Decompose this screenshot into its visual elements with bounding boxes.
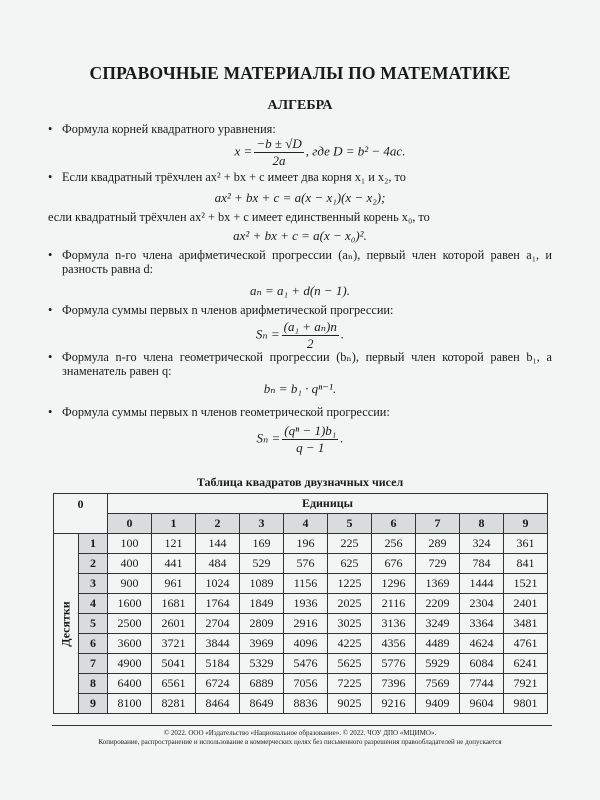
table-cell: 2209 xyxy=(416,594,460,614)
table-cell: 1521 xyxy=(504,574,548,594)
table-row xyxy=(54,654,548,674)
bullet-icon: • xyxy=(48,248,53,262)
table-cell: 8649 xyxy=(240,694,284,714)
table-cell: 324 xyxy=(460,534,504,554)
tens-digit-header: 3 xyxy=(79,574,108,594)
units-digit-header: 6 xyxy=(372,514,416,534)
table-cell: 1296 xyxy=(372,574,416,594)
units-digit-header: 4 xyxy=(284,514,328,534)
table-cell: 900 xyxy=(108,574,152,594)
bullet-item xyxy=(48,303,552,317)
table-row xyxy=(54,594,548,614)
table-cell: 1024 xyxy=(196,574,240,594)
item-text: Формула n-го члена геометрической прогрессии (bₙ), первый член которой равен b₁, а знаменатель равен q: xyxy=(62,350,552,378)
table-cell: 4900 xyxy=(108,654,152,674)
table-cell: 289 xyxy=(416,534,460,554)
table-row xyxy=(54,534,548,554)
table-cell: 3969 xyxy=(240,634,284,654)
table-cell: 100 xyxy=(108,534,152,554)
table-cell: 9216 xyxy=(372,694,416,714)
table-cell: 4096 xyxy=(284,634,328,654)
units-header: Единицы xyxy=(108,494,548,514)
tens-digit-header: 2 xyxy=(79,554,108,574)
bullet-item xyxy=(48,350,552,378)
table-cell: 676 xyxy=(372,554,416,574)
formula-lhs: Sₙ = xyxy=(255,326,280,342)
formula-numerator: (qⁿ − 1)b₁ xyxy=(284,423,337,438)
table-cell: 4356 xyxy=(372,634,416,654)
table-cell: 2304 xyxy=(460,594,504,614)
table-cell: 1369 xyxy=(416,574,460,594)
tens-label-cell xyxy=(54,534,79,714)
table-cell: 441 xyxy=(152,554,196,574)
tens-digit-header: 6 xyxy=(79,634,108,654)
table-cell: 9409 xyxy=(416,694,460,714)
item-text: Формула суммы первых n членов арифметической прогрессии: xyxy=(62,303,394,317)
table-caption: Таблица квадратов двузначных чисел xyxy=(196,475,404,489)
formula-numerator: (a₁ + aₙ)n xyxy=(283,319,337,334)
formula-factorization-two-roots: ax² + bx + c = a(x − x₁)(x − x₂); xyxy=(214,190,386,205)
formula-rhs: . xyxy=(340,326,345,342)
table-cell: 4761 xyxy=(504,634,548,654)
table-cell: 5184 xyxy=(196,654,240,674)
formula-denominator: q − 1 xyxy=(296,440,325,455)
table-cell: 1849 xyxy=(240,594,284,614)
formula-quadratic-roots xyxy=(0,136,600,169)
table-cell: 225 xyxy=(328,534,372,554)
table-cell: 5476 xyxy=(284,654,328,674)
footer-copyright: © 2022. ООО «Издательство «Национальное образование». © 2022. ЧОУ ДПО «МЦИМО». xyxy=(163,729,437,737)
bullet-item xyxy=(48,248,552,276)
units-digit-header: 7 xyxy=(416,514,460,534)
table-cell: 529 xyxy=(240,554,284,574)
table-cell: 1089 xyxy=(240,574,284,594)
bullet-icon: • xyxy=(48,350,53,364)
table-cell: 169 xyxy=(240,534,284,554)
table-cell: 2916 xyxy=(284,614,328,634)
table-cell: 4489 xyxy=(416,634,460,654)
section-heading: АЛГЕБРА xyxy=(267,98,333,113)
table-cell: 3481 xyxy=(504,614,548,634)
table-cell: 3721 xyxy=(152,634,196,654)
units-digit-header: 0 xyxy=(108,514,152,534)
footer-divider xyxy=(52,725,552,726)
table-cell: 484 xyxy=(196,554,240,574)
table-cell: 6724 xyxy=(196,674,240,694)
table-cell: 7225 xyxy=(328,674,372,694)
formula-denominator: 2a xyxy=(272,153,286,168)
tens-label: Десятки xyxy=(58,600,73,647)
table-cell: 121 xyxy=(152,534,196,554)
units-digit-header: 2 xyxy=(196,514,240,534)
tens-digit-header: 7 xyxy=(79,654,108,674)
table-cell: 8836 xyxy=(284,694,328,714)
table-cell: 3600 xyxy=(108,634,152,654)
table-cell: 2809 xyxy=(240,614,284,634)
formula-denominator: 2 xyxy=(307,336,314,351)
table-cell: 1764 xyxy=(196,594,240,614)
table-cell: 5625 xyxy=(328,654,372,674)
table-corner: 0 xyxy=(54,494,108,534)
table-cell: 256 xyxy=(372,534,416,554)
table-cell: 2025 xyxy=(328,594,372,614)
table-cell: 6084 xyxy=(460,654,504,674)
table-cell: 361 xyxy=(504,534,548,554)
tens-digit-header: 8 xyxy=(79,674,108,694)
units-digit-header: 3 xyxy=(240,514,284,534)
bullet-item xyxy=(48,170,552,184)
page-title: СПРАВОЧНЫЕ МАТЕРИАЛЫ ПО МАТЕМАТИКЕ xyxy=(89,63,511,83)
table-cell: 5329 xyxy=(240,654,284,674)
units-digit-header: 8 xyxy=(460,514,504,534)
table-cell: 1681 xyxy=(152,594,196,614)
table-cell: 1444 xyxy=(460,574,504,594)
squares-table xyxy=(53,493,548,714)
table-cell: 7569 xyxy=(416,674,460,694)
bullet-item xyxy=(48,122,552,136)
formula-arithmetic-nth: aₙ = a₁ + d(n − 1). xyxy=(249,283,350,298)
table-cell: 7396 xyxy=(372,674,416,694)
formula-geometric-sum xyxy=(0,423,600,456)
table-cell: 9604 xyxy=(460,694,504,714)
table-cell: 2601 xyxy=(152,614,196,634)
table-row xyxy=(54,574,548,594)
table-row xyxy=(54,694,548,714)
table-cell: 729 xyxy=(416,554,460,574)
units-digit-header: 1 xyxy=(152,514,196,534)
table-cell: 7744 xyxy=(460,674,504,694)
table-cell: 8281 xyxy=(152,694,196,714)
formula-geometric-nth: bₙ = b₁ · qⁿ⁻¹. xyxy=(263,381,337,396)
table-row xyxy=(54,614,548,634)
table-cell: 3136 xyxy=(372,614,416,634)
formula-arithmetic-sum xyxy=(0,319,600,352)
table-cell: 196 xyxy=(284,534,328,554)
item-text: Формула корней квадратного уравнения: xyxy=(62,122,276,136)
table-cell: 841 xyxy=(504,554,548,574)
table-cell: 7921 xyxy=(504,674,548,694)
table-cell: 400 xyxy=(108,554,152,574)
table-cell: 6400 xyxy=(108,674,152,694)
item-text-2: если квадратный трёхчлен ax² + bx + c имеет единственный корень x₀, то xyxy=(48,210,430,224)
tens-digit-header: 5 xyxy=(79,614,108,634)
table-cell: 8464 xyxy=(196,694,240,714)
formula-rhs: . xyxy=(340,430,344,446)
table-cell: 8100 xyxy=(108,694,152,714)
bullet-item xyxy=(48,405,552,419)
table-row xyxy=(54,554,548,574)
table-cell: 5041 xyxy=(152,654,196,674)
tens-digit-header: 9 xyxy=(79,694,108,714)
table-cell: 9025 xyxy=(328,694,372,714)
formula-rhs: , где D = b² − 4ac. xyxy=(305,143,406,159)
table-cell: 961 xyxy=(152,574,196,594)
table-cell: 5776 xyxy=(372,654,416,674)
units-digit-header: 5 xyxy=(328,514,372,534)
table-cell: 784 xyxy=(460,554,504,574)
table-cell: 5929 xyxy=(416,654,460,674)
table-cell: 2116 xyxy=(372,594,416,614)
table-cell: 2500 xyxy=(108,614,152,634)
table-cell: 1600 xyxy=(108,594,152,614)
item-text: Если квадратный трёхчлен ax² + bx + c имеет два корня x₁ и x₂, то xyxy=(62,170,406,184)
table-cell: 7056 xyxy=(284,674,328,694)
table-cell: 2401 xyxy=(504,594,548,614)
table-cell: 6889 xyxy=(240,674,284,694)
table-cell: 576 xyxy=(284,554,328,574)
table-cell: 625 xyxy=(328,554,372,574)
table-cell: 6241 xyxy=(504,654,548,674)
table-cell: 3249 xyxy=(416,614,460,634)
table-cell: 1156 xyxy=(284,574,328,594)
table-cell: 4624 xyxy=(460,634,504,654)
table-cell: 1225 xyxy=(328,574,372,594)
formula-lhs: Sₙ = xyxy=(256,430,281,446)
item-text: Формула суммы первых n членов геометрической прогрессии: xyxy=(62,405,390,419)
table-cell: 3844 xyxy=(196,634,240,654)
table-cell: 144 xyxy=(196,534,240,554)
table-row xyxy=(54,634,548,654)
table-cell: 1936 xyxy=(284,594,328,614)
table-cell: 3364 xyxy=(460,614,504,634)
bullet-icon: • xyxy=(48,405,53,419)
footer-notice: Копирование, распространение и использование в коммерческих целях без письменного разрешения правообладателей не допускается xyxy=(98,738,502,746)
bullet-icon: • xyxy=(48,170,53,184)
table-cell: 3025 xyxy=(328,614,372,634)
table-row xyxy=(54,674,548,694)
item-text: Формула n-го члена арифметической прогрессии (aₙ), первый член которой равен a₁, и разность равна d: xyxy=(62,248,552,276)
bullet-icon: • xyxy=(48,122,53,136)
table-cell: 4225 xyxy=(328,634,372,654)
table-cell: 2704 xyxy=(196,614,240,634)
table-cell: 9801 xyxy=(504,694,548,714)
units-digit-header: 9 xyxy=(504,514,548,534)
table-cell: 6561 xyxy=(152,674,196,694)
tens-digit-header: 1 xyxy=(79,534,108,554)
formula-lhs: x = xyxy=(234,143,253,159)
formula-numerator: −b ± √D xyxy=(256,136,302,151)
bullet-icon: • xyxy=(48,303,53,317)
formula-factorization-one-root: ax² + bx + c = a(x − x₀)². xyxy=(233,228,367,243)
tens-digit-header: 4 xyxy=(79,594,108,614)
